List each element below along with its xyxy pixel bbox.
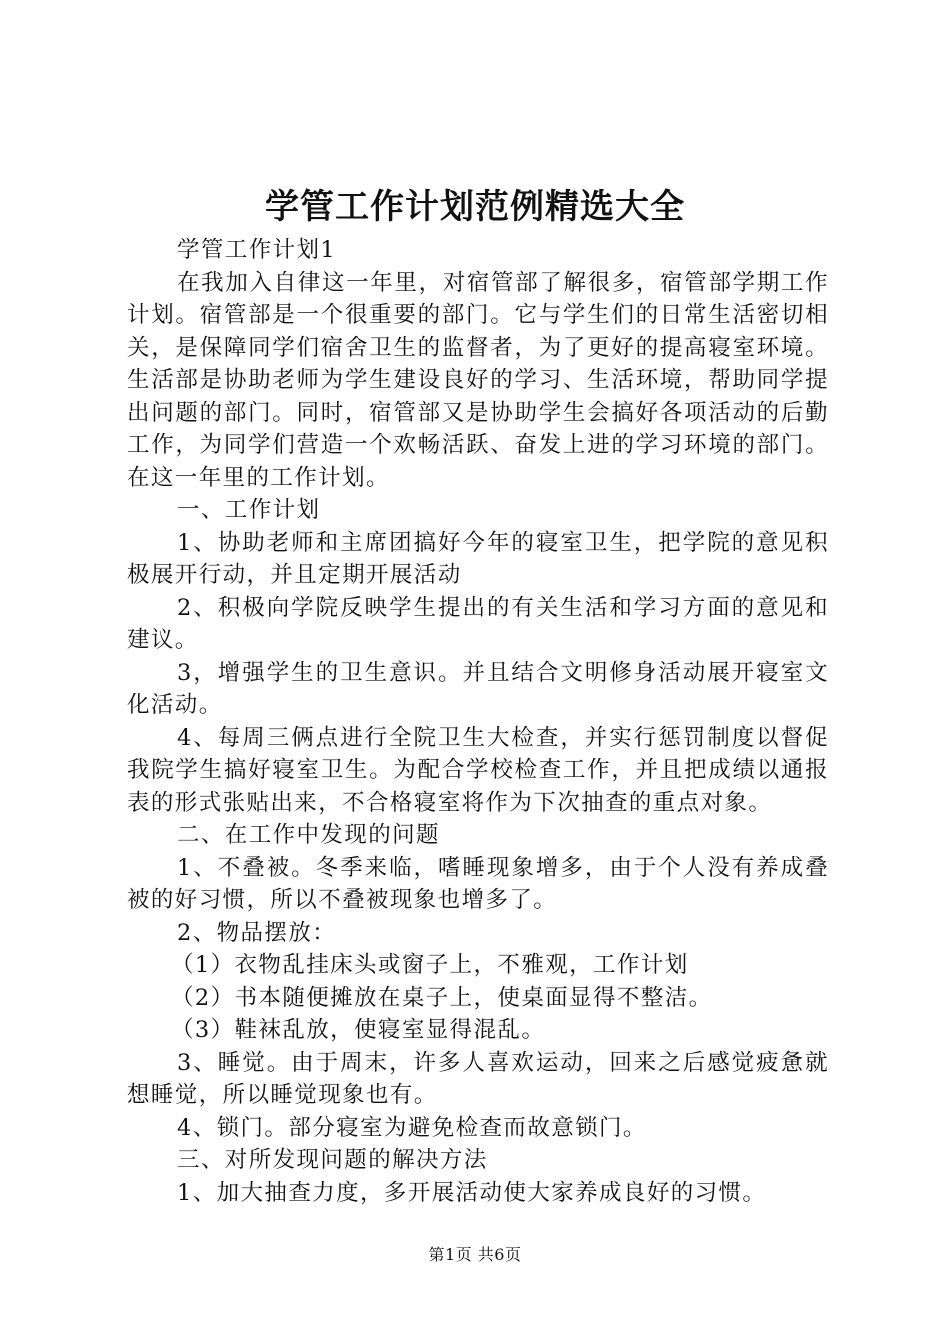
list-item: 1、加大抽查力度，多开展活动使大家养成良好的习惯。 bbox=[177, 1179, 767, 1206]
document-body bbox=[127, 234, 829, 1209]
paragraph: 在我加入自律这一年里，对宿管部了解很多，宿管部学期工作计划。宿管部是一个很重要的部门。它与学生们的日常生活密切相关，是保障同学们宿舍卫生的监督者，为了更好的提高寝室环境。生活部是协助老师为学生建设良好的学习、生活环境，帮助同学提出问题的部门。同时，宿管部又是协助学生会搞好各项活动的后勤工作，为同学们营造一个欢畅活跃、奋发上进的学习环境的部门。在这一年里的工作计划。 bbox=[127, 269, 829, 491]
list-item: 4、锁门。部分寝室为避免检查而故意锁门。 bbox=[177, 1114, 647, 1141]
list-item: 1、协助老师和主席团搞好今年的寝室卫生，把学院的意见积极展开行动，并且定期开展活动 bbox=[127, 529, 829, 588]
section-heading: 二、在工作中发现的问题 bbox=[177, 822, 440, 848]
list-item: 4、每周三俩点进行全院卫生大检查，并实行惩罚制度以督促我院学生搞好寝室卫生。为配合学校检查工作，并且把成绩以通报表的形式张贴出来，不合格寝室将作为下次抽查的重点对象。 bbox=[127, 724, 829, 816]
list-item: 1、不叠被。冬季来临，嗜睡现象增多，由于个人没有养成叠被的好习惯，所以不叠被现象也增多了。 bbox=[127, 854, 829, 913]
section-heading: 三、对所发现问题的解决方法 bbox=[177, 1147, 488, 1173]
list-item: 2、积极向学院反映学生提出的有关生活和学习方面的意见和建议。 bbox=[127, 594, 829, 653]
list-item: 2、物品摆放： bbox=[177, 919, 337, 946]
document-title: 学管工作计划范例精选大全 bbox=[265, 187, 685, 227]
list-item: 3，增强学生的卫生意识。并且结合文明修身活动展开寝室文化活动。 bbox=[127, 659, 829, 718]
sub-list-item: （3）鞋袜乱放，使寝室显得混乱。 bbox=[171, 1017, 546, 1043]
list-item: 3、睡觉。由于周末，许多人喜欢运动，回来之后感觉疲惫就想睡觉，所以睡觉现象也有。 bbox=[127, 1049, 829, 1108]
section-heading: 一、工作计划 bbox=[177, 497, 321, 523]
page-footer: 第1页 共6页 bbox=[428, 1245, 522, 1264]
sub-list-item: （1）衣物乱挂床头或窗子上，不雅观，工作计划 bbox=[171, 952, 689, 978]
paragraph: 学管工作计划1 bbox=[177, 237, 337, 263]
sub-list-item: （2）书本随便摊放在桌子上，使桌面显得不整洁。 bbox=[171, 984, 713, 1011]
